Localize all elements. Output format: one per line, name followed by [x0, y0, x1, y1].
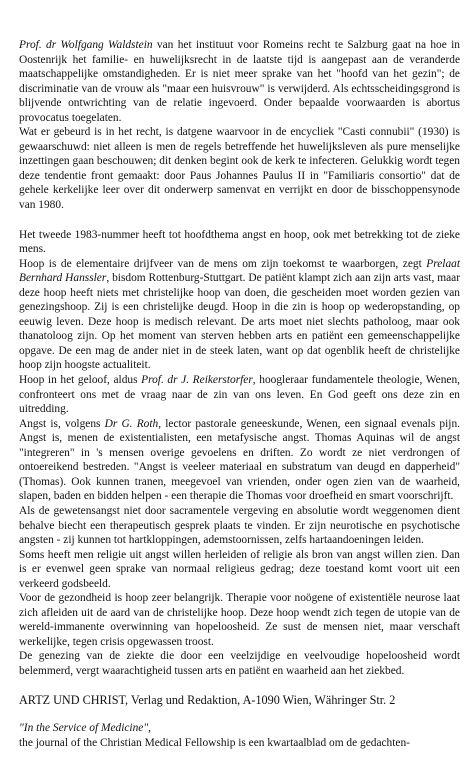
paragraph-roth: Angst is, volgens Dr G. Roth, lector pastorale geneeskunde, Wenen, een signaal evenals pijn. Angst is, menen de existentialisten, een metafysische angst. Thomas Aquinas wil de angst "integreren" in 's mensen overige gevoelens en driften. Zo wordt ze niet verdrongen of ontoereikend bestreden. "Angst is veeleer materiaal en substratum van deugd en dapperheid" (Thomas). Ook kunnen tranen, meegevoel van vrienden, onder ogen zien van de waarheid, slapen, baden en bidden helpen - een therapie die Thomas voor droefheid en smart voorschrijft.: [19, 417, 460, 503]
next-article-text: the journal of the Christian Medical Fellowship is een kwartaalblad om de gedachten-: [19, 736, 410, 749]
paragraph-casti-connubii: Wat er gebeurd is in het recht, is datgene waarvoor in de encycliek "Casti connubii" (1930) is gewaarschuwd: niet alleen is men de regels betreffende het huwelijksleven als pure menselijke inzettingen gaan beschouwen; dit denken begint ook de kerk te infecteren. Gelukkig wordt tegen deze tendentie front gemaakt: door Paus Johannes Paulus II in "Familiaris consortio" dat de gehele kerkelijke leer over dit onderwerp samenvat en verrijkt en door de bisschoppensynode van 1980.: [19, 126, 460, 212]
paragraph-genezing: De genezing van de ziekte die door een veelzijdige en veelvoudige hopeloosheid wordt belemmerd, vergt waarachtigheid tussen arts en patiënt en waarheid aan het ziekbed.: [19, 650, 460, 677]
author-name: Dr G. Roth: [104, 417, 159, 430]
paragraph-text: van het instituut voor Romeins recht te Salzburg gaat na hoe in Oostenrijk het familie- en huwelijksrecht in de laatste tijd is aangepast aan de veranderde maatschappelijke omstandigheden. Er is niet meer sprake van het "hoofd van het gezin"; de discriminatie van de vrouw als "maar een huisvrouw" is verwijderd. Als echtsscheidingsgrond is blijvende ontwrichting van de relatie ingevoerd. Onder bepaalde voorwaarden is abortus provocatus toegelaten.: [19, 39, 460, 124]
paragraph-issue-theme: Het tweede 1983-nummer heeft tot hoofdthema angst en hoop, ook met betrekking tot de zieke mens.: [19, 228, 460, 256]
paragraph-gewetensangst: Als de gewetensangst niet door sacramentele vergeving en absolutie wordt weggenomen dient behalve biecht een therapeutisch gesprek plaats te vinden. Er zijn neurotische en psychotische angsten - zij kunnen tot hartkloppingen, ademstoornissen, zelfs hartaandoeningen leiden.: [19, 504, 460, 547]
paragraph-waldstein: [19, 38, 460, 125]
next-article-title: "In the Service of Medicine",: [19, 722, 151, 735]
author-name: Prof. dr Wolfgang Waldstein: [19, 39, 153, 51]
paragraph-gezondheid-hoop: Voor de gezondheid is hoop zeer belangrijk. Therapie voor noögene of existentiële neurose laat zich afleiden uit de aard van de christelijke hoop. Deze hoop wendt zich tegen de utopie van de wereld-immanente overwinning van hopeloosheid. Ze sust de mensen niet, maar verschaft werkelijke, tegen crisis opgewassen troost.: [19, 592, 460, 648]
author-name: Prof. dr J. Reikerstorfer: [141, 374, 253, 387]
source-line: ARTZ UND CHRIST, Verlag und Redaktion, A-1090 Wien, Währinger Str. 2: [19, 692, 396, 707]
paragraph-hanssler: Hoop is de elementaire drijfveer van de mens om zijn toekomst te waarborgen, zegt Prelaat Bernhard Hanssler, bisdom Rottenburg-Stuttgart. De patiënt klampt zich aan zijn arts vast, maar deze hoop heeft niets met christelijke hoop van doen, die gescheiden moet worden gezien van genezingshoop. Zij is een christelijke deugd. Hoop in die zin is hoop op wederopstanding, op eeuwig leven. Deze hoop is medisch relevant. De arts moet niet slechts patholoog, maar ook thanatoloog zijn. Op het moment van sterven hebben arts en patiënt een gemeenschappelijke opgave. De een mag de ander niet in de steek laten, want op dat ogenblik heeft de christelijke hoop zijn hoogste actualiteit.: [19, 257, 460, 372]
paragraph-religie-angst: Soms heeft men religie uit angst willen herleiden of religie als bron van angst willen zien. Dan is er evenwel geen sprake van normaal religieus gedrag; deze toestand komt voort uit een verkeerd godsbeeld.: [19, 548, 460, 590]
author-name: Prelaat Bernhard Hanssler: [19, 257, 460, 285]
paragraph-reikerstorfer: Hoop in het geloof, aldus Prof. dr J. Reikerstorfer, hoogleraar fundamentele theologie, Wenen, confronteert ons met de vraag naar de zin van ons leven. En God geeft ons deze zin en uitredding.: [19, 374, 460, 416]
